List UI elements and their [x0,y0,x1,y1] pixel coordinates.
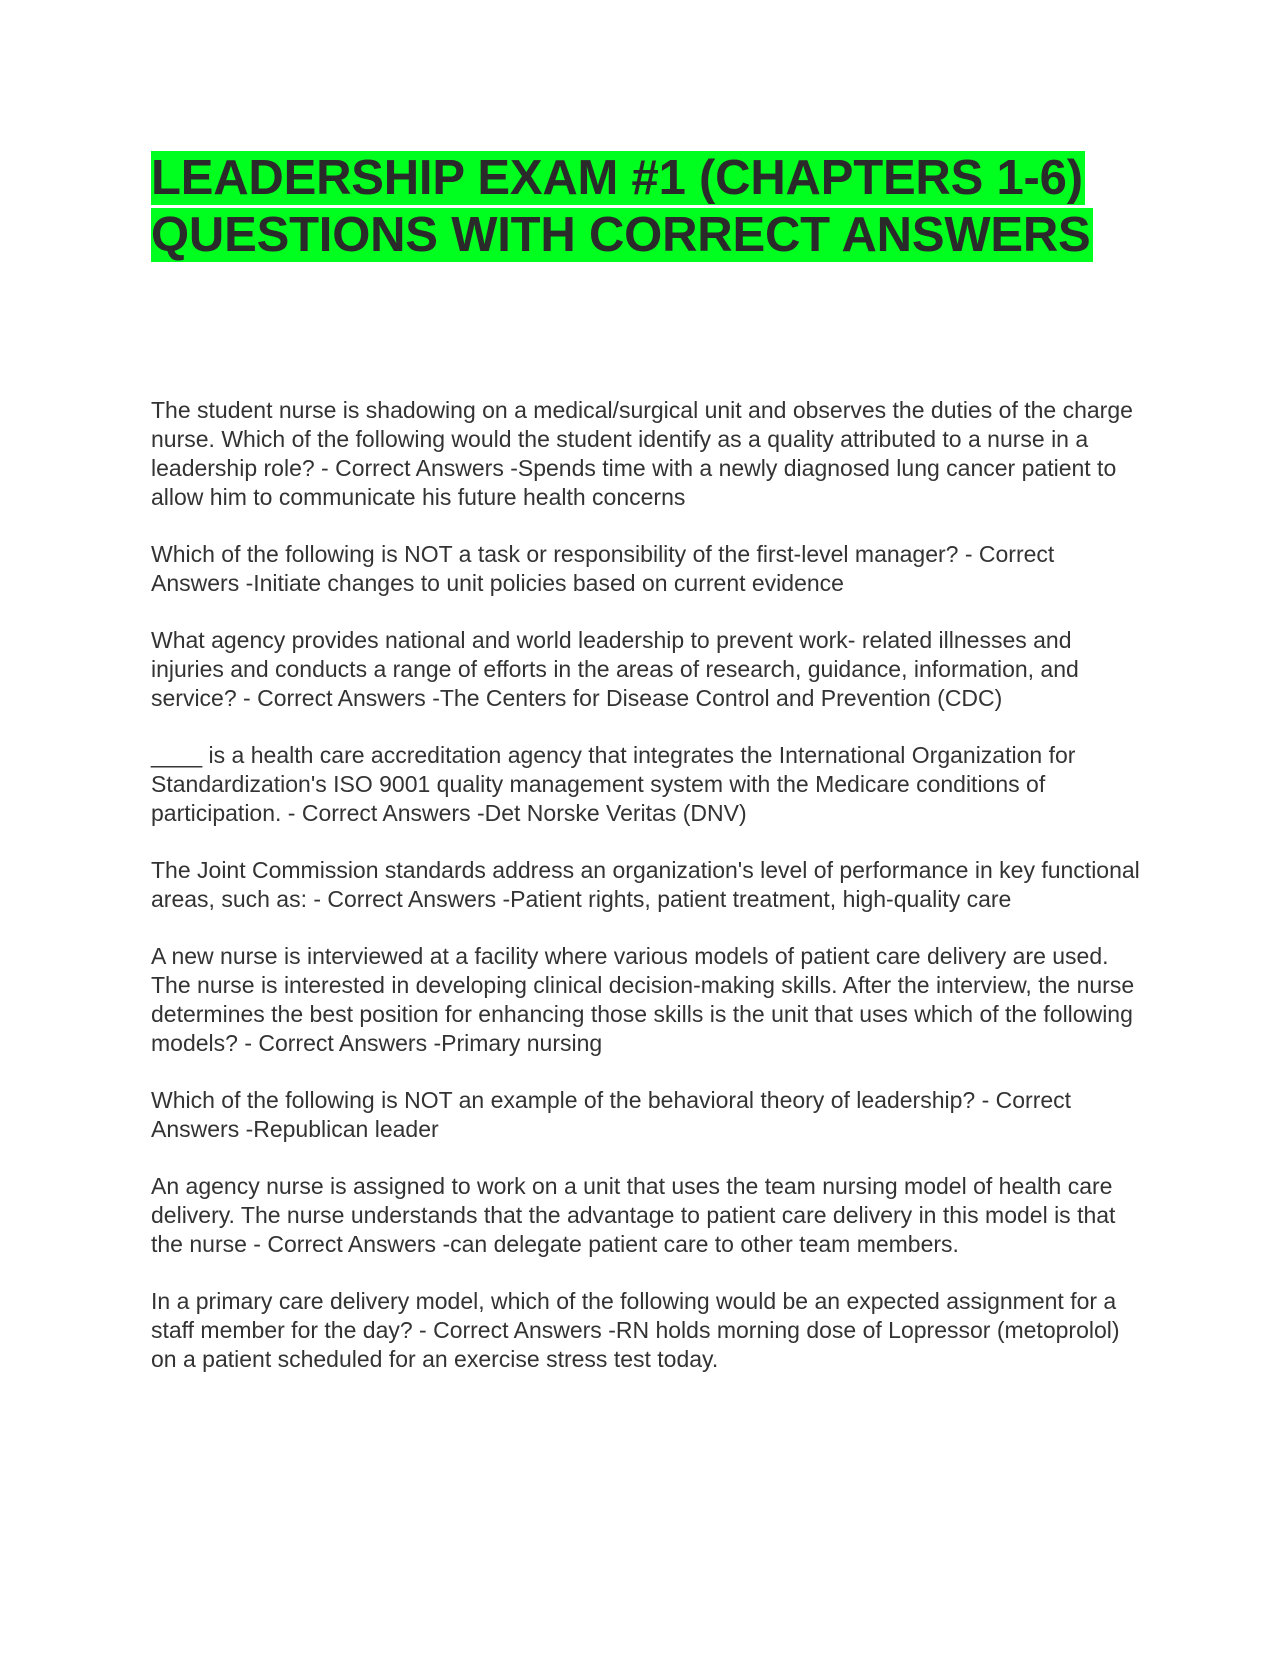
document-title [151,150,1141,264]
document-page [151,150,1141,1402]
qa-item: ____ is a health care accreditation agency that integrates the International Organization for Standardization's ISO 9001 quality management system with the Medicare conditions of participation. - Correct Answers -Det Norske Veritas (DNV) [151,742,1076,826]
qa-item: In a primary care delivery model, which of the following would be an expected assignment for a staff member for the day? - Correct Answers -RN holds morning dose of Lopressor (metoprolol) on a patient scheduled for an exercise stress test today. [151,1288,1120,1372]
qa-item: An agency nurse is assigned to work on a unit that uses the team nursing model of health care delivery. The nurse understands that the advantage to patient care delivery in this model is that the nurse - Correct Answers -can delegate patient care to other team members. [151,1173,1116,1257]
qa-item: The student nurse is shadowing on a medical/surgical unit and observes the duties of the charge nurse. Which of the following would the student identify as a quality attributed to a nurse in a leadership role? - Correct Answers -Spends time with a newly diagnosed lung cancer patient to allow him to communicate his future health concerns [151,397,1133,510]
qa-list [151,396,1141,1374]
qa-item: A new nurse is interviewed at a facility where various models of patient care delivery are used. The nurse is interested in developing clinical decision-making skills. After the interview, the nurse determines the best position for enhancing those skills is the unit that uses which of the following models? - Correct Answers -Primary nursing [151,943,1135,1056]
qa-item: What agency provides national and world leadership to prevent work- related illnesses and injuries and conducts a range of efforts in the areas of research, guidance, information, and service? - Correct Answers -The Centers for Disease Control and Prevention (CDC) [151,627,1079,711]
qa-item: The Joint Commission standards address an organization's level of performance in key functional areas, such as: - Correct Answers -Patient rights, patient treatment, high-quality care [151,857,1140,912]
title-highlight: LEADERSHIP EXAM #1 (CHAPTERS 1-6) QUESTIONS WITH CORRECT ANSWERS [151,151,1091,262]
qa-item: Which of the following is NOT a task or responsibility of the first-level manager? - Correct Answers -Initiate changes to unit policies based on current evidence [151,541,1055,596]
qa-item: Which of the following is NOT an example of the behavioral theory of leadership? - Correct Answers -Republican leader [151,1087,1072,1142]
